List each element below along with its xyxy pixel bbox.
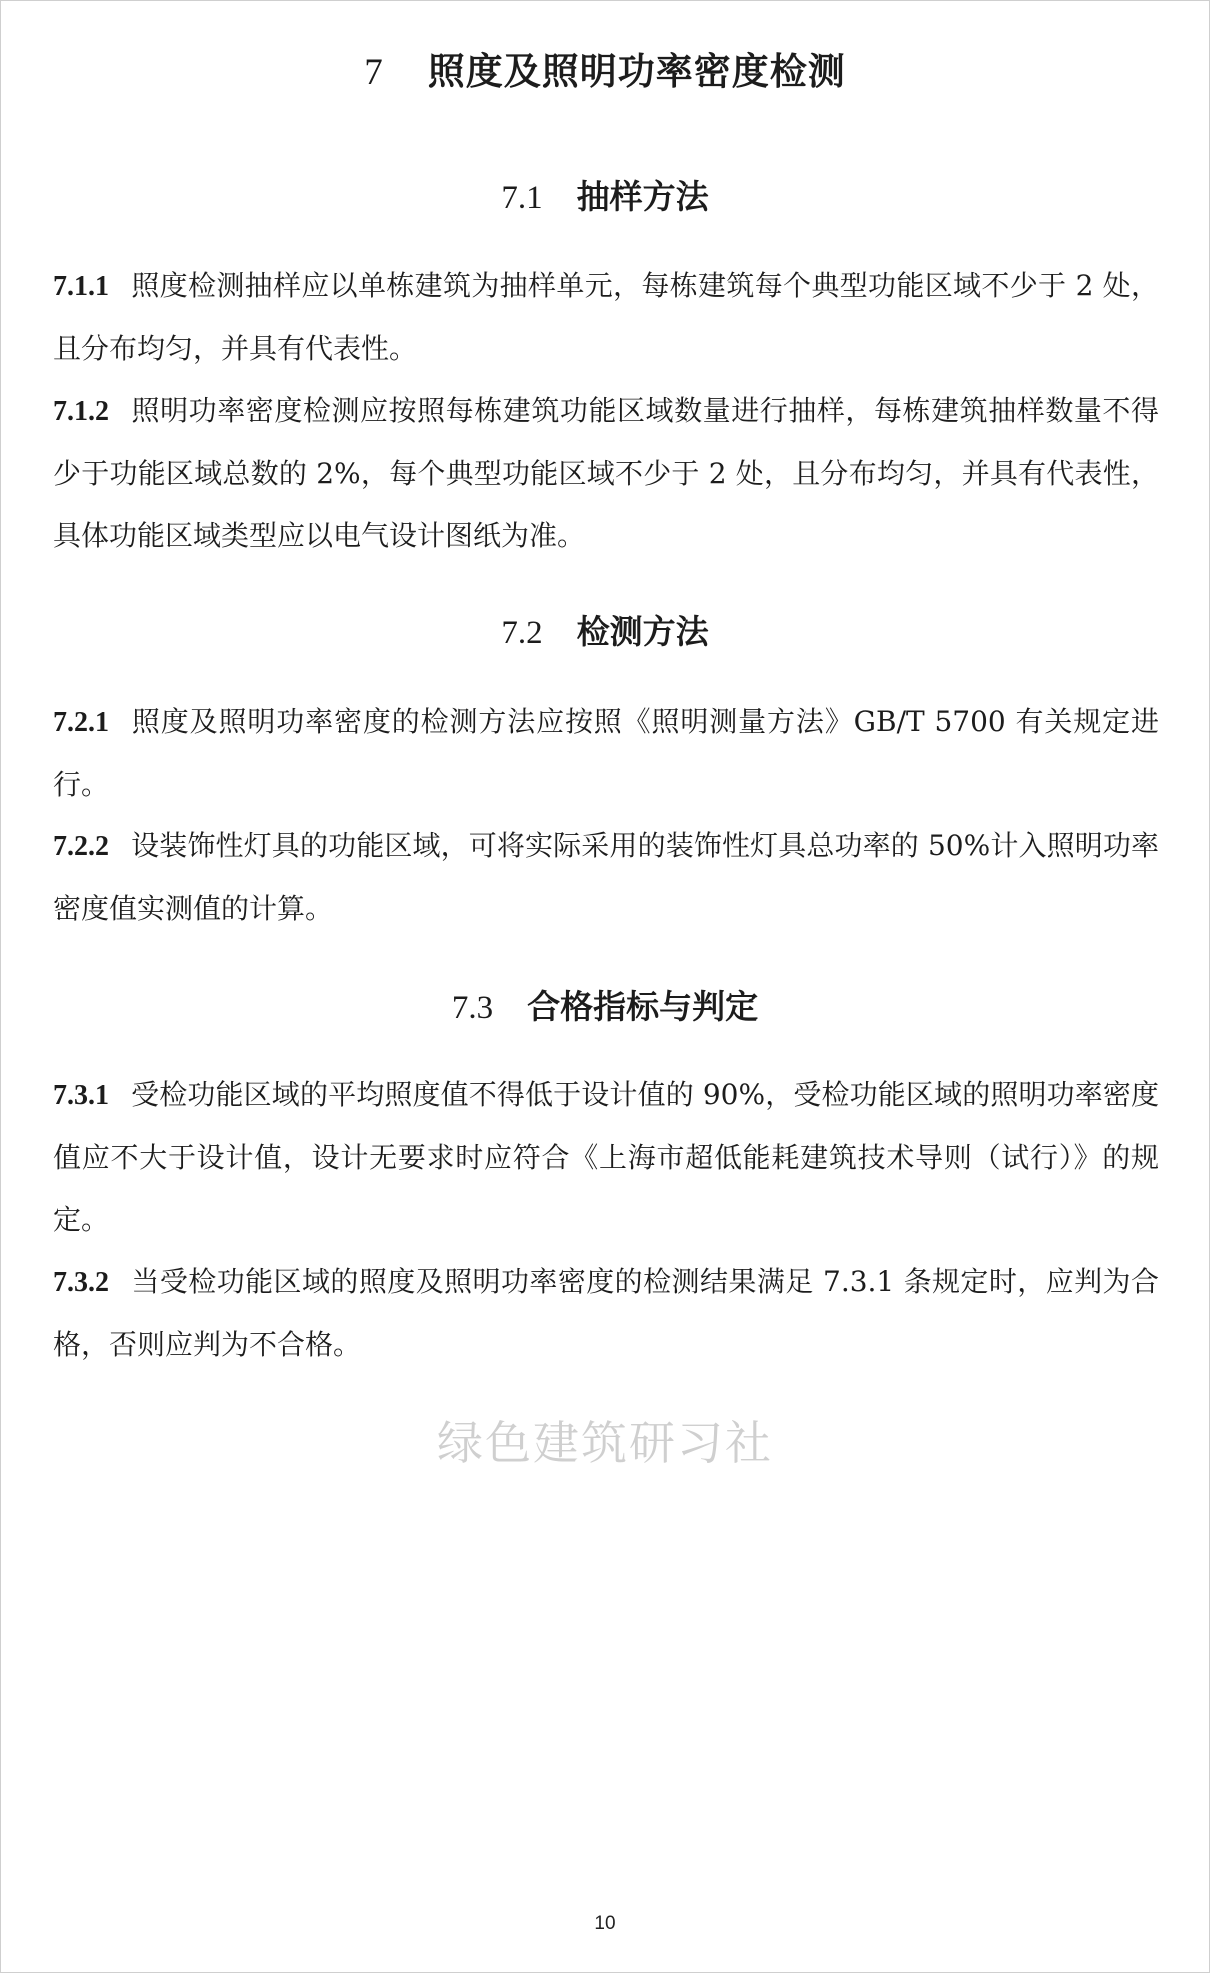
clause-number: 7.1.1 xyxy=(53,271,109,302)
clause-7-1-1 xyxy=(53,255,1159,380)
clause-text: 当受检功能区域的照度及照明功率密度的检测结果满足 7.3.1 条规定时，应判为合格，否则应判为不合格。 xyxy=(53,1265,1159,1361)
section-number: 7.3 xyxy=(451,990,494,1026)
section-title-text: 合格指标与判定 xyxy=(527,987,759,1026)
clause-number: 7.2.1 xyxy=(53,707,109,738)
clause-number: 7.3.1 xyxy=(53,1080,109,1111)
clause-7-3-1 xyxy=(53,1064,1159,1251)
clause-7-2-1 xyxy=(53,691,1159,816)
clause-7-3-2 xyxy=(53,1251,1159,1376)
page-number: 10 xyxy=(594,1913,616,1934)
section-number: 7.1 xyxy=(501,180,543,216)
clause-7-1-2 xyxy=(53,380,1159,567)
clause-text: 受检功能区域的平均照度值不得低于设计值的 90%，受检功能区域的照明功率密度值应不大于设计值，设计无要求时应符合《上海市超低能耗建筑技术导则（试行）》的规定。 xyxy=(53,1078,1159,1236)
section-title-7-2 xyxy=(1,606,1209,653)
clause-text: 照度及照明功率密度的检测方法应按照《照明测量方法》GB/T 5700 有关规定进行。 xyxy=(53,705,1159,801)
watermark-text: 绿色建筑研习社 xyxy=(437,1416,773,1470)
section-title-text: 抽样方法 xyxy=(576,177,709,216)
section-title-7-3 xyxy=(1,981,1209,1028)
chapter-title-text: 照度及照明功率密度检测 xyxy=(427,50,846,93)
clause-number: 7.1.2 xyxy=(53,396,109,427)
clause-number: 7.3.2 xyxy=(53,1267,109,1298)
clause-text: 设装饰性灯具的功能区域，可将实际采用的装饰性灯具总功率的 50%计入照明功率密度值实测值的计算。 xyxy=(53,829,1159,925)
clause-text: 照度检测抽样应以单栋建筑为抽样单元，每栋建筑每个典型功能区域不少于 2 处，且分布均匀，并具有代表性。 xyxy=(53,269,1159,365)
section-number: 7.2 xyxy=(501,615,543,651)
section-title-text: 检测方法 xyxy=(576,612,709,651)
chapter-number: 7 xyxy=(364,52,384,93)
clause-7-2-2 xyxy=(53,815,1159,940)
clause-text: 照明功率密度检测应按照每栋建筑功能区域数量进行抽样，每栋建筑抽样数量不得少于功能区域总数的 2%，每个典型功能区域不少于 2 处，且分布均匀，并具有代表性，具体功能区域类型应以电气设计图纸为准。 xyxy=(53,394,1159,552)
section-title-7-1 xyxy=(1,171,1209,218)
clause-number: 7.2.2 xyxy=(53,831,109,862)
chapter-title xyxy=(1,41,1209,95)
